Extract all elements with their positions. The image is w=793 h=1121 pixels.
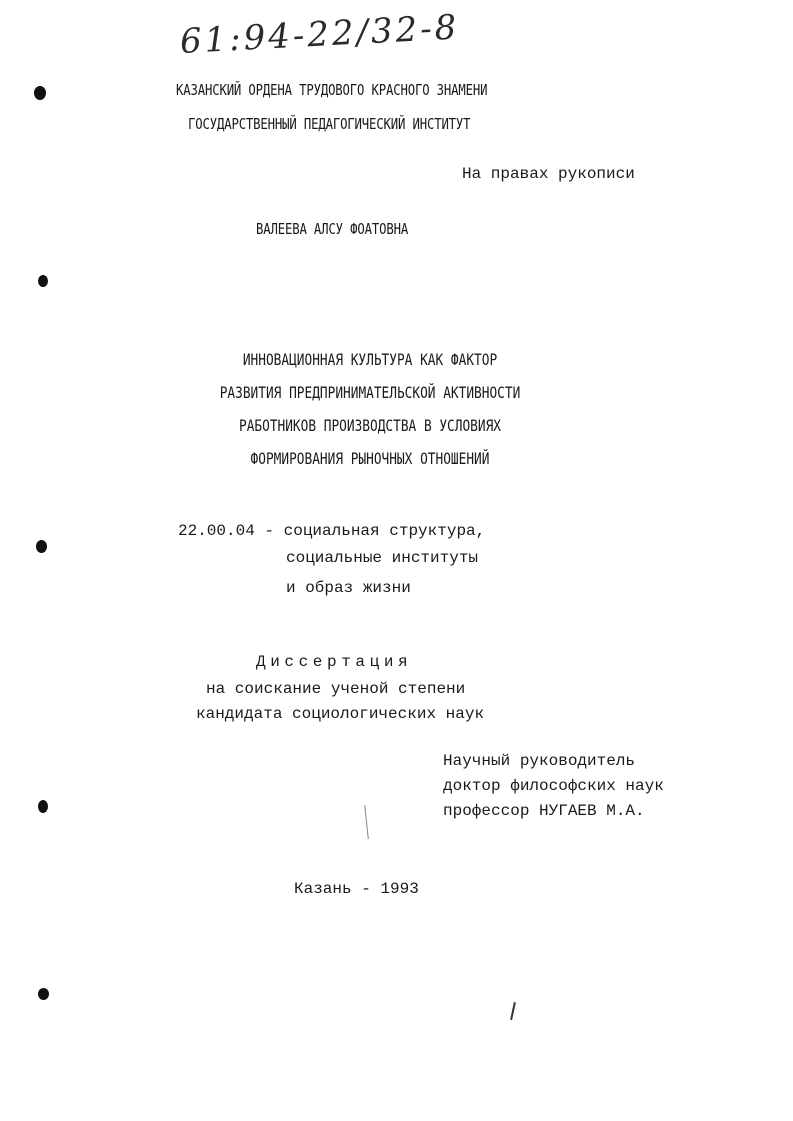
title-line-4: ФОРМИРОВАНИЯ РЫНОЧНЫХ ОТНОШЕНИЙ [250,449,490,468]
scan-mark [510,1002,515,1020]
supervisor-line-3: профессор НУГАЕВ М.А. [443,802,645,820]
institution-line-1: КАЗАНСКИЙ ОРДЕНА ТРУДОВОГО КРАСНОГО ЗНАМЕНИ [176,81,488,99]
institution-line-2: ГОСУДАРСТВЕННЫЙ ПЕДАГОГИЧЕСКИЙ ИНСТИТУТ [188,115,471,133]
specialty-line-3: и образ жизни [286,579,411,597]
title-line-3: РАБОТНИКОВ ПРОИЗВОДСТВА В УСЛОВИЯХ [238,416,502,435]
margin-mark [38,800,48,813]
archive-code-handwritten: 61:94-22/32-8 [178,7,461,62]
supervisor-line-2: доктор философских наук [443,777,664,795]
degree-line-2: на соискание ученой степени [206,680,466,698]
margin-mark [34,86,46,100]
specialty-line-2: социальные институты [286,549,479,567]
title-line-1: ИННОВАЦИОННАЯ КУЛЬТУРА КАК ФАКТОР [242,350,498,369]
title-line-2: РАЗВИТИЯ ПРЕДПРИНИМАТЕЛЬСКОЙ АКТИВНОСТИ [219,383,521,402]
specialty-code-line: 22.00.04 - социальная структура, [178,522,486,540]
margin-mark [36,540,47,553]
margin-mark [38,275,48,287]
place-year: Казань - 1993 [294,880,419,898]
degree-line-3: кандидата социологических наук [196,705,485,723]
margin-mark [38,988,49,1000]
author-name: ВАЛЕЕВА АЛСУ ФОАТОВНА [256,220,409,238]
supervisor-line-1: Научный руководитель [443,752,636,770]
scan-mark [364,805,369,839]
degree-heading: Диссертация [256,653,413,671]
manuscript-note: На правах рукописи [462,165,635,183]
